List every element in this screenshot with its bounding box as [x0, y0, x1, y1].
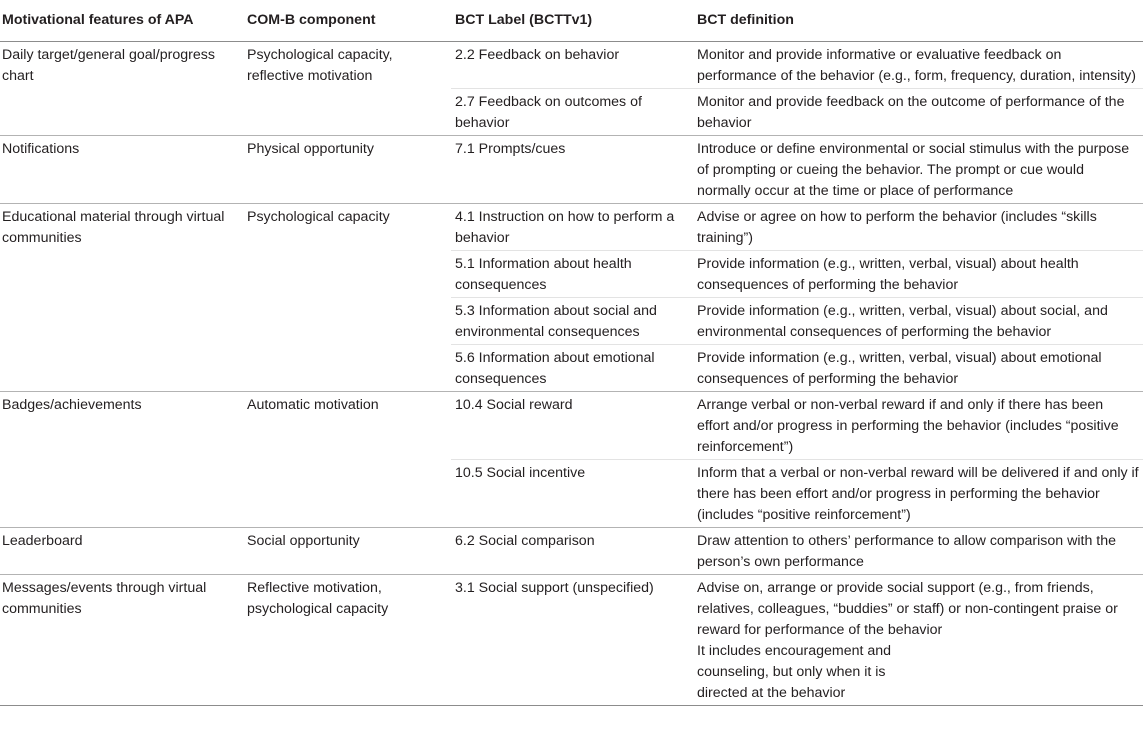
feature-cell: Educational material through virtual communities — [0, 204, 243, 392]
bct-definition-cell: Monitor and provide feedback on the outcome of performance of the behavior — [693, 89, 1143, 136]
bct-definition-cell: Introduce or define environmental or social stimulus with the purpose of prompting or cueing the behavior. The prompt or cue would normally occur at the time or place of performance — [693, 136, 1143, 204]
bct-label-cell: 5.3 Information about social and environmental consequences — [451, 298, 693, 345]
header-comb-component: COM-B component — [243, 0, 451, 42]
bct-definition-cell: Provide information (e.g., written, verbal, visual) about emotional consequences of performing the behavior — [693, 345, 1143, 392]
bct-definition-cell: Arrange verbal or non-verbal reward if and only if there has been effort and/or progress in performing the behavior (includes “positive reinforcement”) — [693, 392, 1143, 460]
table-row — [0, 528, 1143, 575]
bct-definition-cell — [693, 575, 1143, 706]
table-header — [0, 0, 1143, 42]
bct-label-cell: 5.1 Information about health consequences — [451, 251, 693, 298]
comb-cell: Physical opportunity — [243, 136, 451, 204]
bct-definition-cell: Provide information (e.g., written, verbal, visual) about social, and environmental consequences of performing the behavior — [693, 298, 1143, 345]
table-body — [0, 42, 1143, 706]
table-row — [0, 136, 1143, 204]
bct-label-cell: 7.1 Prompts/cues — [451, 136, 693, 204]
bct-definition-extra-line: counseling, but only when it is — [697, 664, 886, 680]
bct-definition-text: Advise on, arrange or provide social support (e.g., from friends, relatives, colleagues, “buddies” or staff) or non-contingent praise or reward for performance of the behavior — [697, 580, 1118, 638]
header-bct-label: BCT Label (BCTTv1) — [451, 0, 693, 42]
bct-label-cell: 4.1 Instruction on how to perform a behavior — [451, 204, 693, 251]
comb-cell: Psychological capacity, reflective motivation — [243, 42, 451, 136]
bct-definition-cell: Advise or agree on how to perform the behavior (includes “skills training”) — [693, 204, 1143, 251]
table-row — [0, 42, 1143, 89]
bct-label-cell: 3.1 Social support (unspecified) — [451, 575, 693, 706]
bct-definition-extra-line: directed at the behavior — [697, 685, 846, 701]
header-bct-definition: BCT definition — [693, 0, 1143, 42]
bct-label-cell: 2.2 Feedback on behavior — [451, 42, 693, 89]
bct-label-cell: 2.7 Feedback on outcomes of behavior — [451, 89, 693, 136]
table-row — [0, 204, 1143, 251]
comb-cell: Social opportunity — [243, 528, 451, 575]
table-row — [0, 575, 1143, 706]
bct-definition-cell: Inform that a verbal or non-verbal reward will be delivered if and only if there has been effort and/or progress in performing the behavior (includes “positive reinforcement”) — [693, 460, 1143, 528]
feature-cell: Leaderboard — [0, 528, 243, 575]
feature-cell: Badges/achievements — [0, 392, 243, 528]
feature-cell: Daily target/general goal/progress chart — [0, 42, 243, 136]
header-row — [0, 0, 1143, 42]
comb-cell: Automatic motivation — [243, 392, 451, 528]
feature-cell: Notifications — [0, 136, 243, 204]
table-row — [0, 392, 1143, 460]
bct-definition-cell: Monitor and provide informative or evaluative feedback on performance of the behavior (e.g., form, frequency, duration, intensity) — [693, 42, 1143, 89]
comb-cell: Reflective motivation, psychological capacity — [243, 575, 451, 706]
bct-definition-cell: Draw attention to others’ performance to allow comparison with the person’s own performance — [693, 528, 1143, 575]
bct-label-cell: 10.4 Social reward — [451, 392, 693, 460]
feature-cell: Messages/events through virtual communities — [0, 575, 243, 706]
bct-label-cell: 10.5 Social incentive — [451, 460, 693, 528]
bct-label-cell: 6.2 Social comparison — [451, 528, 693, 575]
header-motivational-features: Motivational features of APA — [0, 0, 243, 42]
bct-label-cell: 5.6 Information about emotional consequences — [451, 345, 693, 392]
comb-cell: Psychological capacity — [243, 204, 451, 392]
bct-definition-cell: Provide information (e.g., written, verbal, visual) about health consequences of performing the behavior — [693, 251, 1143, 298]
bct-definition-extra-line: It includes encouragement and — [697, 643, 892, 659]
